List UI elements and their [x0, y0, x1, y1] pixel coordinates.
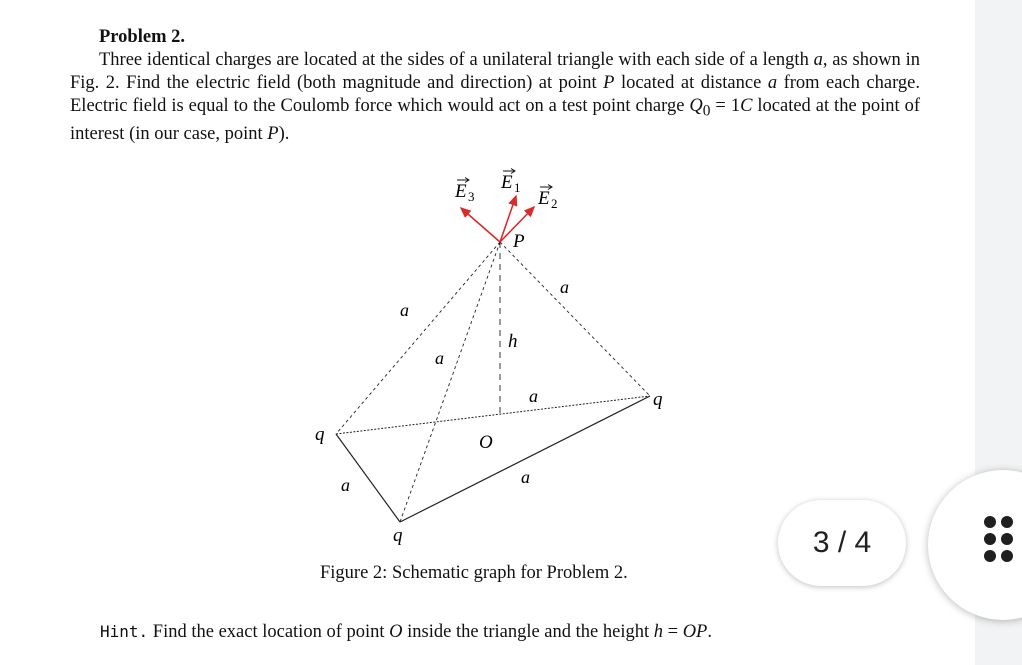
label-e1	[500, 169, 521, 196]
schematic-figure	[300, 150, 720, 550]
label-a-base-front: a	[521, 467, 530, 487]
svg-text:E: E	[538, 188, 550, 209]
label-o: O	[479, 432, 493, 453]
menu-button[interactable]	[928, 470, 1022, 620]
label-q-right: q	[653, 389, 663, 410]
label-q-left: q	[315, 424, 325, 445]
problem-body: Three identical charges are located at the sides of a unilateral triangle with each side of a length a, as shown in Fig. 2. Find the electric field (both magnitude and direction) at point P located at distance a from each charge. Electric field is equal to the Coulomb force which would act on a test point charge $Q_0 = 1C$ located at the point of interest (in our case, point P).	[70, 50, 921, 144]
svg-text:1: 1	[514, 180, 521, 195]
problem-text	[70, 26, 920, 146]
label-a-upper-left: a	[400, 300, 409, 320]
label-h: h	[508, 331, 518, 352]
svg-text:E: E	[455, 181, 467, 202]
label-q-bottom: q	[393, 525, 403, 546]
figure-caption: Figure 2: Schematic graph for Problem 2.	[320, 563, 628, 583]
label-e3	[454, 178, 475, 205]
hint-body: Find the exact location of point O inside the triangle and the height h = OP.	[148, 622, 712, 642]
label-a-base-left: a	[341, 475, 350, 495]
page-indicator: 3 / 4	[778, 500, 906, 586]
base-edge-front	[400, 396, 650, 522]
problem-title: Problem 2.	[99, 27, 185, 47]
svg-text:E: E	[501, 172, 513, 193]
edge-p-q1	[336, 242, 500, 434]
label-p: P	[513, 231, 525, 252]
hint-keyword: Hint.	[100, 622, 149, 641]
base-edge-back	[336, 396, 650, 434]
label-a-base-back: a	[529, 386, 538, 406]
svg-text:2: 2	[551, 196, 558, 211]
svg-text:3: 3	[468, 189, 475, 204]
edge-p-q3	[500, 242, 650, 396]
hint-text	[100, 622, 712, 643]
grid-dots-icon	[984, 516, 1022, 564]
label-a-upper-right: a	[560, 277, 569, 297]
edge-p-q2	[400, 242, 500, 522]
arrow-e3	[461, 208, 500, 242]
label-a-inner: a	[435, 348, 444, 368]
label-e2	[537, 185, 558, 212]
